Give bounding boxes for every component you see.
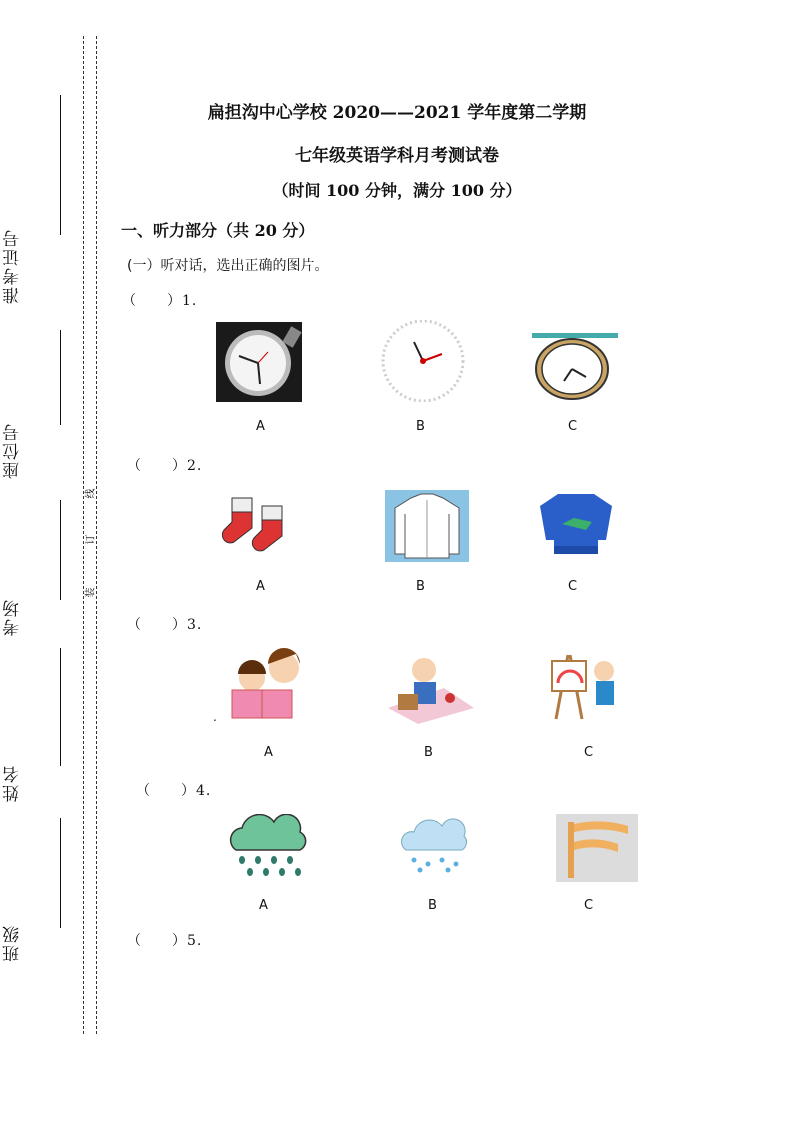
- snow-cloud-icon: [396, 816, 476, 876]
- binding-char-zhuang: 装: [85, 587, 97, 598]
- socks-icon: [222, 494, 292, 558]
- question-1-option-c: C: [568, 419, 578, 434]
- question-4-option-a: A: [259, 898, 268, 913]
- question-3-option-a: A: [264, 745, 273, 760]
- question-1-option-a: A: [256, 419, 265, 434]
- school-title: 扁担沟中心学校 2020——2021 学年度第二学期: [207, 103, 587, 123]
- question-3-option-b: B: [424, 745, 433, 760]
- side-underline-5: [60, 818, 61, 928]
- exam-title: 七年级英语学科月考测试卷: [295, 146, 499, 166]
- question-2-option-c: C: [568, 579, 578, 594]
- question-4-option-c: C: [584, 898, 594, 913]
- section-heading: 一、听力部分（共 20 分）: [121, 221, 315, 240]
- question-3-label: （ ）3.: [127, 617, 203, 633]
- instruction: (一）听对话，选出正确的图片。: [127, 258, 329, 274]
- side-underline-4: [60, 648, 61, 766]
- wall-clock-red-hand-icon: [380, 320, 466, 402]
- side-field-exam-room: 考场: [3, 598, 23, 636]
- sweater-icon: [536, 488, 616, 558]
- side-field-seat-number: 座位号: [3, 422, 23, 479]
- question-4-label: （ ）4.: [136, 783, 212, 799]
- question-5-label: （ ）5.: [127, 933, 203, 949]
- exam-info: （时间 100 分钟，满分 100 分）: [272, 181, 522, 200]
- alarm-clock-dark-icon: [216, 322, 302, 402]
- question-1-label: （ ）1.: [122, 293, 198, 309]
- pocket-watch-icon: [532, 333, 618, 401]
- picnic-child-icon: [384, 648, 476, 724]
- question-2-label: （ ）2.: [127, 458, 203, 474]
- binding-char-ding: 订: [85, 534, 97, 545]
- question-3-option-c: C: [584, 745, 594, 760]
- binding-char-xian: 线: [85, 488, 97, 499]
- question-1-option-b: B: [416, 419, 425, 434]
- side-field-class: 班级: [3, 924, 23, 962]
- question-2-option-b: B: [416, 579, 425, 594]
- question-2-option-a: A: [256, 579, 265, 594]
- shirt-icon: [385, 490, 469, 562]
- painting-easel-icon: [546, 651, 626, 721]
- question-4-option-b: B: [428, 898, 437, 913]
- stray-mark: .: [213, 710, 217, 724]
- windy-flag-icon: [556, 814, 638, 882]
- side-field-exam-number: 准考证号: [3, 228, 23, 304]
- side-field-name: 姓名: [3, 764, 23, 802]
- reading-mother-child-icon: [222, 646, 314, 722]
- side-underline-2: [60, 330, 61, 425]
- rain-cloud-icon: [222, 814, 312, 884]
- side-underline-3: [60, 500, 61, 600]
